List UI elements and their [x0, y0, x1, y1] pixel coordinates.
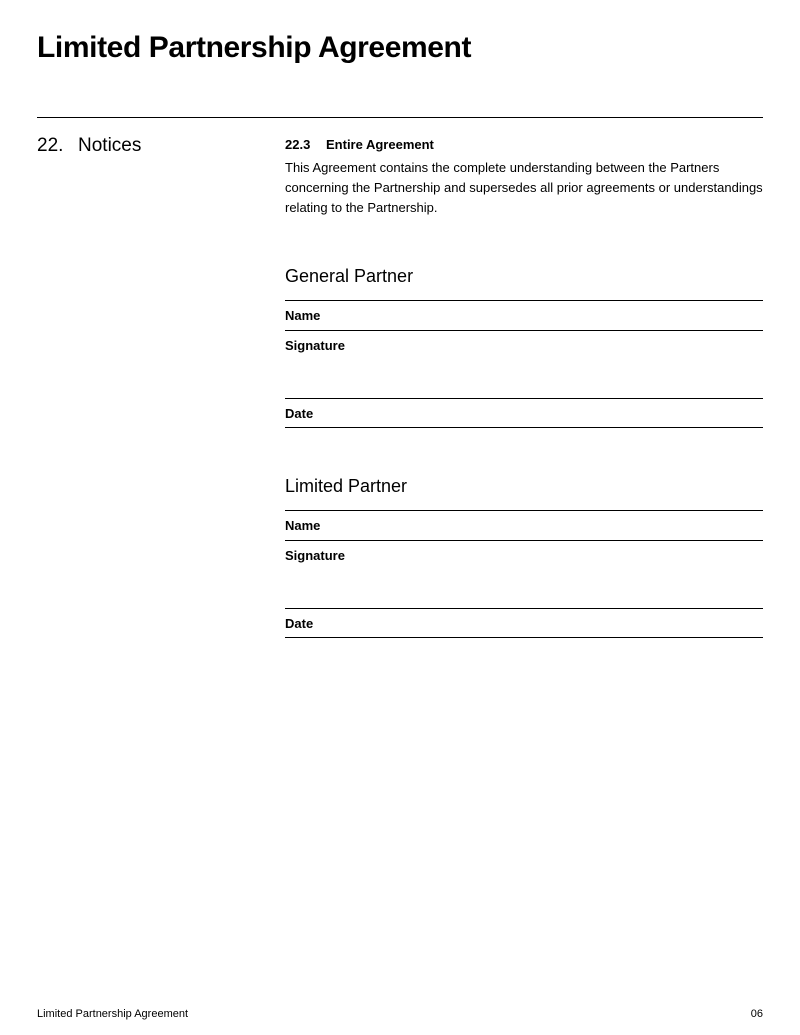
date-label: Date: [285, 406, 314, 421]
date-label: Date: [285, 616, 314, 631]
signature-block-title: General Partner: [285, 266, 414, 286]
name-field[interactable]: [285, 510, 763, 540]
clause-title: Entire Agreement: [326, 137, 434, 152]
page-number: 06: [750, 1008, 763, 1020]
name-field[interactable]: [285, 300, 763, 330]
date-field[interactable]: [285, 608, 763, 638]
section-heading: [37, 134, 141, 158]
section-title: Notices: [78, 135, 142, 156]
limited-partner-signature-block: [285, 474, 763, 638]
signature-label: Signature: [285, 548, 345, 563]
page-footer: [37, 1007, 763, 1021]
signature-field[interactable]: [285, 540, 763, 608]
general-partner-signature-block: [285, 264, 763, 428]
signature-label: Signature: [285, 338, 345, 353]
signature-block-title: Limited Partner: [285, 476, 408, 496]
clause-number: 22.3: [285, 137, 311, 152]
date-field[interactable]: [285, 398, 763, 428]
name-label: Name: [285, 518, 321, 533]
title-divider: [37, 117, 763, 118]
section-content: [285, 136, 763, 638]
clause-heading: [285, 136, 763, 154]
footer-document-title: Limited Partnership Agreement: [37, 1008, 189, 1020]
clause-body: This Agreement contains the complete understanding between the Partners concerning the Partnership and supersedes all prior agreements or understandings relating to the Partnership.: [285, 160, 763, 215]
name-label: Name: [285, 308, 321, 323]
signature-field[interactable]: [285, 330, 763, 398]
section-number: 22.: [37, 135, 64, 156]
document-title: Limited Partnership Agreement: [37, 31, 472, 64]
